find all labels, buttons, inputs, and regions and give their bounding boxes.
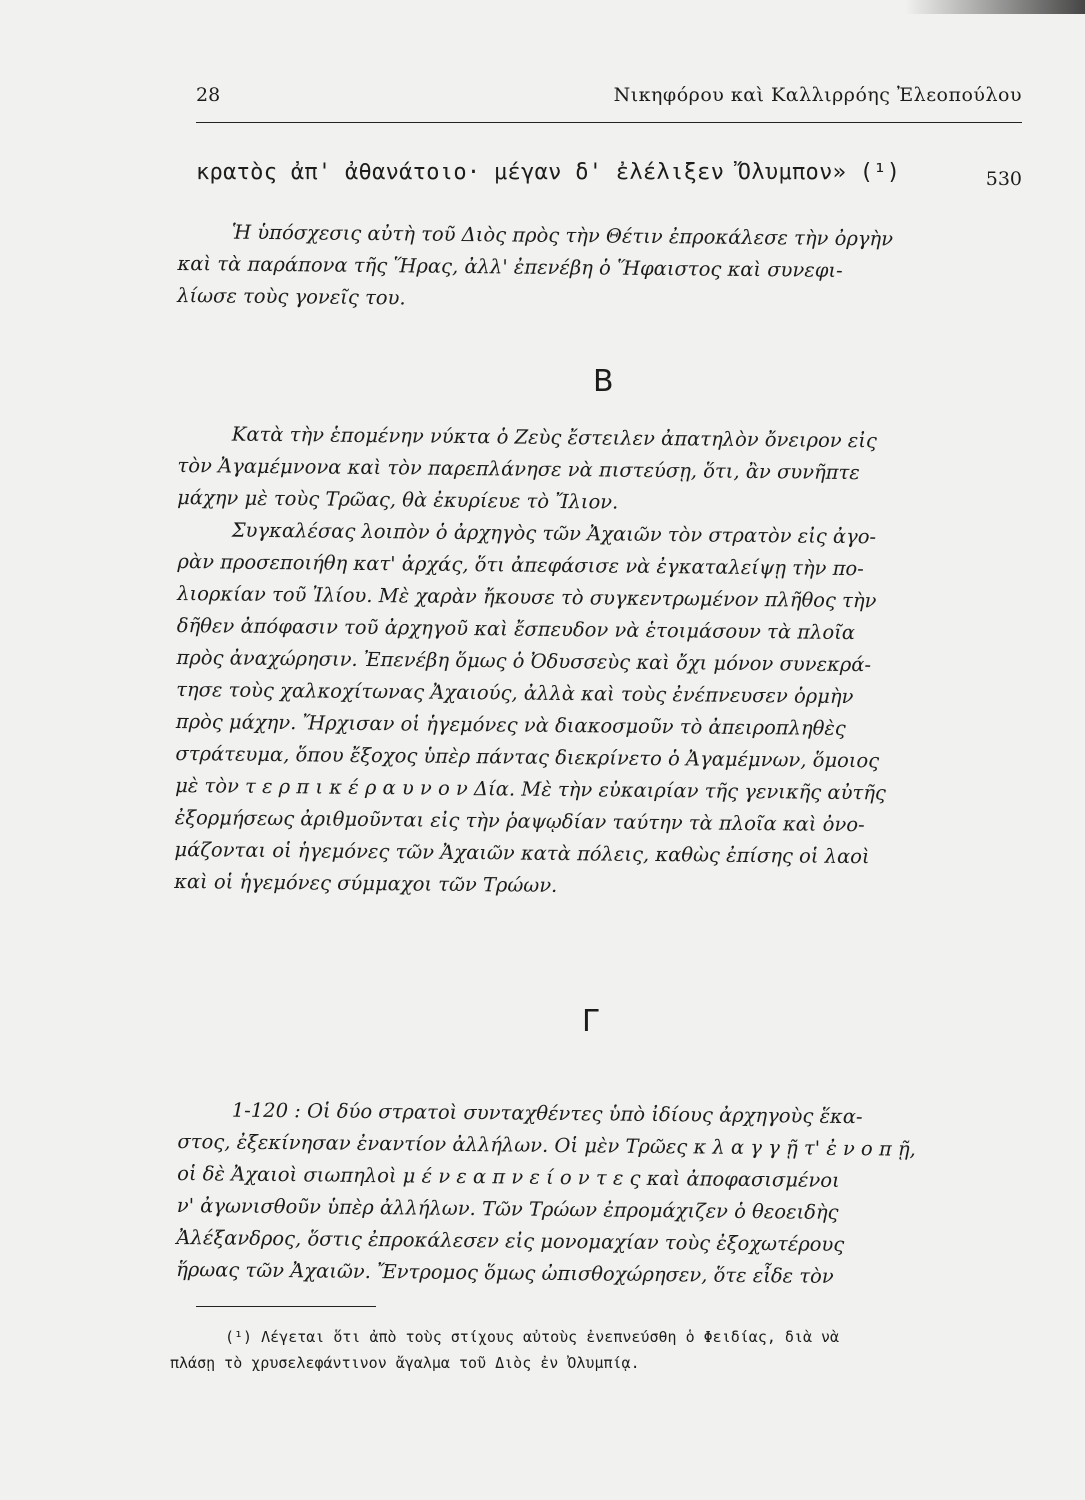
text-line: ἐξορμήσεως ἀριθμοῦνται εἰς τὴν ῥαψῳδίαν ταύτην τὰ πλοῖα καὶ ὀνο- xyxy=(174,805,865,837)
text-line: μάχην μὲ τοὺς Τρῶας, θὰ ἐκυρίευε τὸ Ἴλιον. xyxy=(177,485,619,514)
verse-quote: κρατὸς ἀπ' ἀθανάτοιο· μέγαν δ' ἐλέλιξεν Ὄλυμπον» (¹) xyxy=(196,160,901,185)
text-line: Ἀλέξανδρος, ὅστις ἐπροκάλεσεν εἰς μονομαχίαν τοὺς ἐξοχωτέρους xyxy=(176,1225,845,1256)
verse-number: 530 xyxy=(985,168,1022,190)
section-b-paragraph-2 xyxy=(174,514,1028,907)
text-line: ν' ἀγωνισθοῦν ὑπὲρ ἀλλήλων. Τῶν Τρώων ἐπρομάχιζεν ὁ θεοειδὴς xyxy=(176,1193,839,1224)
text-line: λιορκίαν τοῦ Ἰλίου. Μὲ χαρὰν ἤκουσε τὸ συγκεντρωμένον πλῆθος τὴν xyxy=(177,581,877,613)
text-line: μάζονται οἱ ἡγεμόνες τῶν Ἀχαιῶν κατὰ πόλεις, καθὼς ἐπίσης οἱ λαοὶ xyxy=(174,837,870,869)
footnote xyxy=(170,1324,1000,1376)
text-line: στος, ἐξεκίνησαν ἐναντίον ἀλλήλων. Οἱ μὲν Τρῶες κ λ α γ γ ῇ τ' ἐ ν ο π ῇ, xyxy=(177,1129,916,1161)
text-line: τὸν Ἀγαμέμνονα καὶ τὸν παρεπλάνησε νὰ πιστεύσῃ, ὅτι, ἂν συνῆπτε xyxy=(177,453,860,485)
scan-edge-shadow xyxy=(905,0,1085,14)
page-number: 28 xyxy=(196,84,221,106)
footnote-line: πλάσῃ τὸ χρυσελεφάντινον ἄγαλμα τοῦ Διὸς ἐν Ὀλυμπίᾳ. xyxy=(170,1354,640,1372)
text-line: πρὸς ἀναχώρησιν. Ἐπενέβη ὅμως ὁ Ὀδυσσεὺς καὶ ὄχι μόνον συνεκρά- xyxy=(176,645,872,677)
header-rule xyxy=(196,122,1022,123)
text-line: δῆθεν ἀπόφασιν τοῦ ἀρχηγοῦ καὶ ἔσπευδον νὰ ἑτοιμάσουν τὰ πλοῖα xyxy=(176,613,856,645)
section-b-paragraph-1 xyxy=(177,418,1028,523)
text-line: Ἡ ὑπόσχεσις αὐτὴ τοῦ Διὸς πρὸς τὴν Θέτιν ἐπροκάλεσε τὴν ὀργὴν xyxy=(231,220,894,251)
footnote-line: (¹) Λέγεται ὅτι ἀπὸ τοὺς στίχους αὐτοὺς ἐνεπνεύσθη ὁ Φειδίας, διὰ νὰ xyxy=(225,1328,840,1346)
section-heading-g: Γ xyxy=(582,1004,599,1039)
text-line: στράτευμα, ὅπου ἔξοχος ὑπὲρ πάντας διεκρίνετο ὁ Ἀγαμέμνων, ὅμοιος xyxy=(175,741,880,773)
text-line: Συγκαλέσας λοιπὸν ὁ ἀρχηγὸς τῶν Ἀχαιῶν τὸν στρατὸν εἰς ἀγο- xyxy=(231,518,877,549)
text-line: 1-120 : Οἱ δύο στρατοὶ συνταχθέντες ὑπὸ ἰδίους ἀρχηγοὺς ἕκα- xyxy=(231,1098,863,1129)
text-line: ρὰν προσεποιήθη κατ' ἀρχάς, ὅτι ἀπεφάσισε νὰ ἐγκαταλείψῃ τὴν πο- xyxy=(177,549,864,581)
running-head xyxy=(196,84,1022,114)
footnote-rule xyxy=(196,1306,376,1307)
text-line: πρὸς μάχην. Ἤρχισαν οἱ ἡγεμόνες νὰ διακοσμοῦν τὸ ἀπειροπληθὲς xyxy=(175,709,846,741)
intro-paragraph xyxy=(177,216,1028,321)
text-line: μὲ τὸν τ ε ρ π ι κ έ ρ α υ ν ο ν Δία. Μὲ τὴν εὐκαιρίαν τῆς γενικῆς αὐτῆς xyxy=(175,773,887,805)
text-line: λίωσε τοὺς γονεῖς του. xyxy=(177,283,406,310)
section-heading-b: B xyxy=(593,364,614,399)
text-line: οἱ δὲ Ἀχαιοὶ σιωπηλοὶ μ έ ν ε α π ν ε ί ο ν τ ε ς καὶ ἀποφασισμένοι xyxy=(177,1161,840,1192)
running-title: Νικηφόρου καὶ Καλλιρρόης Ἐλεοπούλου xyxy=(613,84,1022,106)
text-line: τησε τοὺς χαλκοχίτωνας Ἀχαιούς, ἀλλὰ καὶ τοὺς ἐνέπνευσεν ὁρμὴν xyxy=(176,677,854,709)
section-g-paragraph xyxy=(176,1094,1028,1295)
text-line: καὶ τὰ παράπονα τῆς Ἥρας, ἀλλ' ἐπενέβη ὁ Ἥφαιστος καὶ συνεφι- xyxy=(177,251,843,282)
text-line: καὶ οἱ ἡγεμόνες σύμμαχοι τῶν Τρώων. xyxy=(174,869,558,897)
text-line: Κατὰ τὴν ἑπομένην νύκτα ὁ Ζεὺς ἔστειλεν ἀπατηλὸν ὄνειρον εἰς xyxy=(231,422,877,453)
text-line: ἥρωας τῶν Ἀχαιῶν. Ἔντρομος ὅμως ὠπισθοχώρησεν, ὅτε εἶδε τὸν xyxy=(176,1257,834,1288)
